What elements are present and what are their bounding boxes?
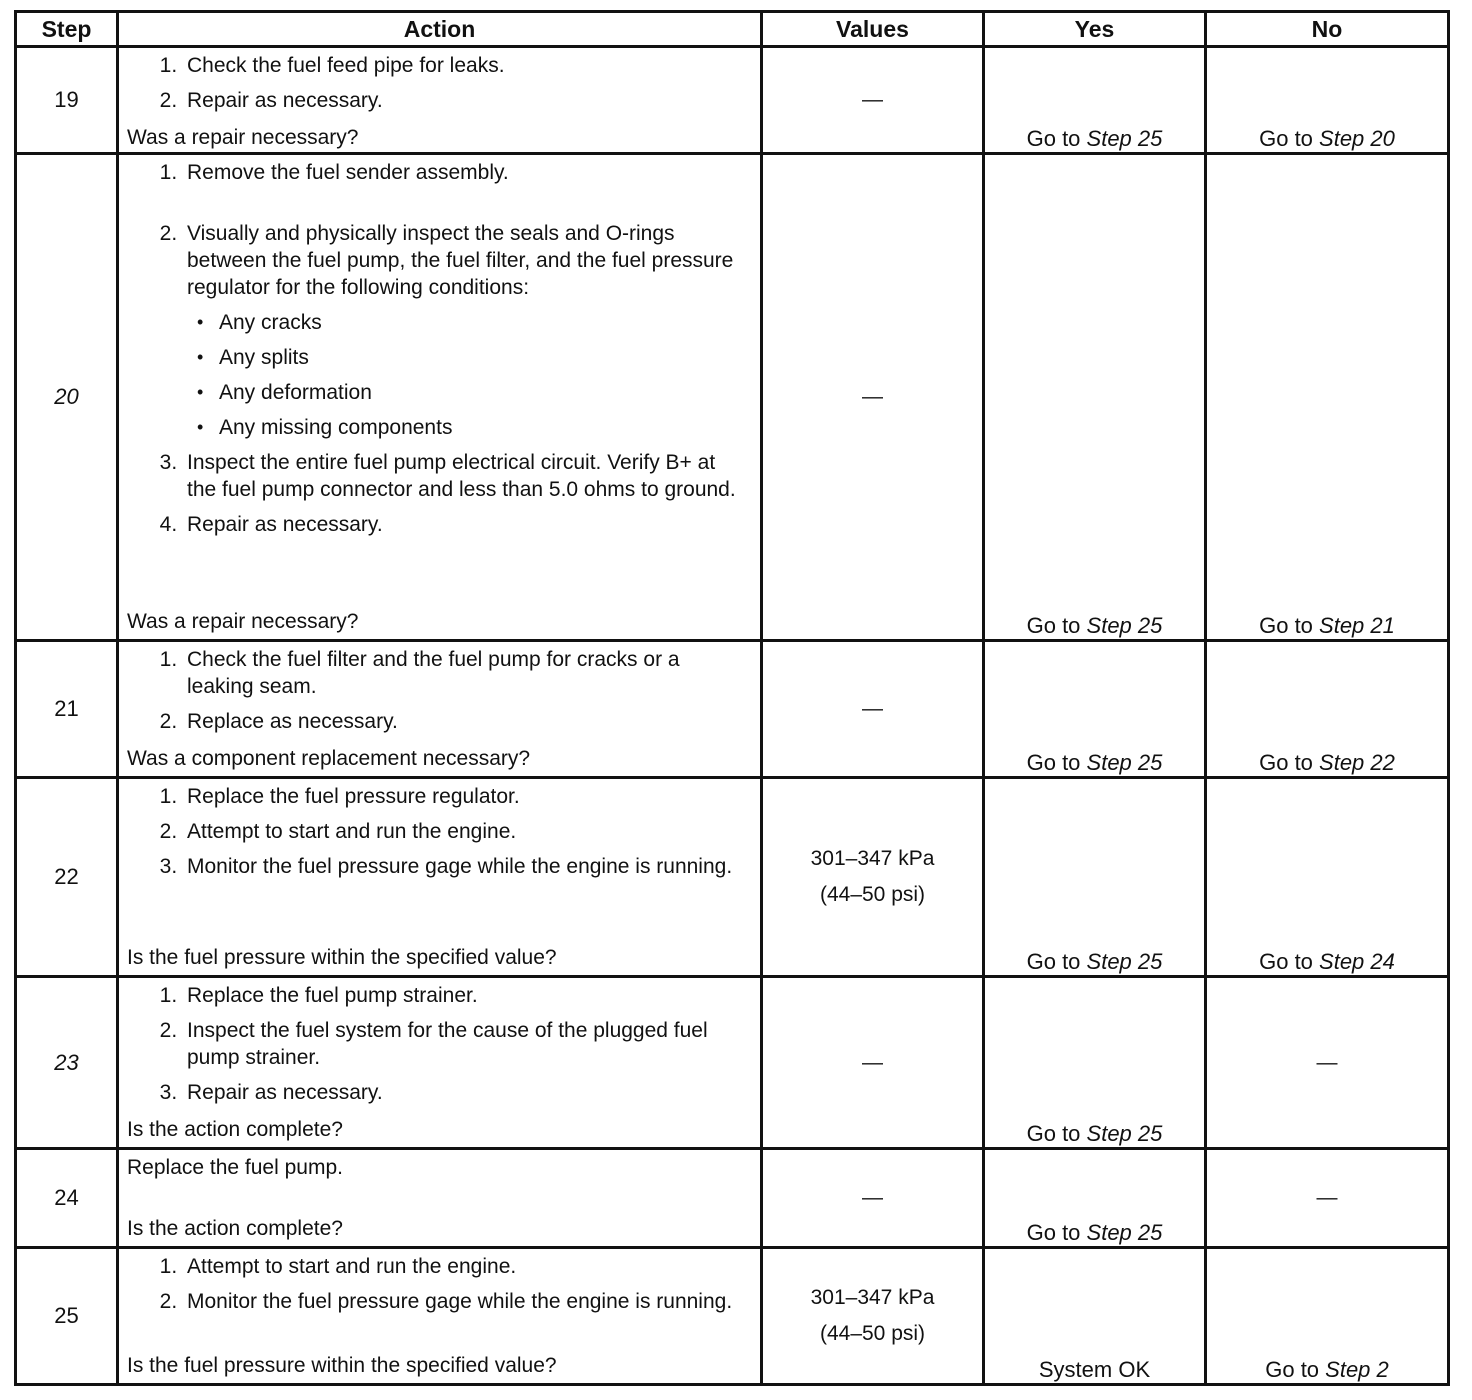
no-cell	[1206, 1248, 1449, 1385]
yes-prefix: Go to	[1026, 1121, 1087, 1146]
no-step-ref: Step 21	[1319, 613, 1395, 638]
no-prefix: Go to	[1259, 949, 1320, 974]
yes-step-ref: Step 25	[1086, 1121, 1163, 1146]
table-row-step-22	[16, 778, 1449, 977]
no-prefix: Go to	[1265, 1357, 1326, 1382]
action-item: 1. Check the fuel filter and the fuel pump for cracks or a leaking seam.	[183, 646, 750, 700]
action-question: Was a repair necessary?	[127, 126, 359, 149]
yes-cell	[984, 154, 1206, 641]
step-number: 22	[16, 778, 118, 977]
action-list	[127, 646, 750, 741]
yes-prefix: Go to	[1026, 949, 1087, 974]
header-step: Step	[16, 12, 118, 47]
action-question: Is the action complete?	[127, 1217, 343, 1240]
yes-cell	[984, 641, 1206, 778]
condition-item: • Any splits	[215, 344, 750, 371]
no-cell	[1206, 47, 1449, 154]
action-question: Was a component replacement necessary?	[127, 747, 531, 770]
condition-item: • Any deformation	[215, 379, 750, 406]
action-item: 2. Monitor the fuel pressure gage while the engine is running.	[183, 1288, 750, 1315]
step-number: 19	[16, 47, 118, 154]
no-cell: —	[1206, 977, 1449, 1149]
action-list	[127, 783, 750, 886]
pressure-psi: (44–50 psi)	[819, 1322, 926, 1345]
action-item: 3. Repair as necessary.	[183, 1079, 750, 1106]
action-item: 2. Replace as necessary.	[183, 708, 750, 735]
header-action: Action	[118, 12, 762, 47]
action-list	[127, 982, 750, 1112]
action-question: Is the action complete?	[127, 1118, 343, 1141]
yes-cell	[984, 977, 1206, 1149]
action-item: 1. Attempt to start and run the engine.	[183, 1253, 750, 1280]
no-cell	[1206, 641, 1449, 778]
action-list	[127, 1253, 750, 1321]
table-row-step-19	[16, 47, 1449, 154]
table-row-step-21	[16, 641, 1449, 778]
condition-item: • Any missing components	[215, 414, 750, 441]
header-values: Values	[762, 12, 984, 47]
table-row-step-24	[16, 1149, 1449, 1248]
step-number: 23	[16, 977, 118, 1149]
yes-step-ref: Step 25	[1086, 126, 1163, 151]
values-cell	[762, 1248, 984, 1385]
no-prefix: Go to	[1259, 613, 1320, 638]
action-list	[127, 52, 750, 120]
yes-step-ref: Step 25	[1086, 1220, 1163, 1245]
header-row	[16, 12, 1449, 47]
action-item: 1. Replace the fuel pump strainer.	[183, 982, 750, 1009]
values-cell: —	[762, 47, 984, 154]
action-item: 2. Repair as necessary.	[183, 87, 750, 114]
values-cell: —	[762, 977, 984, 1149]
header-no: No	[1206, 12, 1449, 47]
action-item	[183, 220, 750, 441]
action-item-text: Visually and physically inspect the seals and O-rings between the fuel pump, the fuel filter, and the fuel pressure regulator for the following conditions:	[187, 222, 734, 299]
diagnostic-table	[14, 10, 1450, 1386]
step-number: 24	[16, 1149, 118, 1248]
yes-cell	[984, 1149, 1206, 1248]
step-number: 25	[16, 1248, 118, 1385]
no-cell	[1206, 154, 1449, 641]
values-cell: —	[762, 154, 984, 641]
action-item: 3. Monitor the fuel pressure gage while the engine is running.	[183, 853, 750, 880]
action-cell	[118, 154, 762, 641]
action-cell	[118, 641, 762, 778]
action-item: 1. Replace the fuel pressure regulator.	[183, 783, 750, 810]
table-row-step-23	[16, 977, 1449, 1149]
no-step-ref: Step 24	[1319, 949, 1395, 974]
values-cell	[762, 778, 984, 977]
yes-step-ref: Step 25	[1086, 949, 1163, 974]
table-row-step-25	[16, 1248, 1449, 1385]
values-cell: —	[762, 641, 984, 778]
condition-item: • Any cracks	[215, 309, 750, 336]
step-number: 20	[16, 154, 118, 641]
pressure-psi: (44–50 psi)	[819, 883, 926, 906]
action-item: 1. Check the fuel feed pipe for leaks.	[183, 52, 750, 79]
action-item: 2. Inspect the fuel system for the cause of the plugged fuel pump strainer.	[183, 1017, 750, 1071]
no-prefix: Go to	[1259, 750, 1320, 775]
action-cell	[118, 47, 762, 154]
values-cell: —	[762, 1149, 984, 1248]
yes-cell	[984, 778, 1206, 977]
yes-prefix: Go to	[1026, 613, 1087, 638]
action-item: 2. Attempt to start and run the engine.	[183, 818, 750, 845]
yes-cell	[984, 47, 1206, 154]
action-cell	[118, 977, 762, 1149]
action-item: 3. Inspect the entire fuel pump electrical circuit. Verify B+ at the fuel pump connector and less than 5.0 ohms to ground.	[183, 449, 750, 503]
step-number: 21	[16, 641, 118, 778]
action-list	[127, 159, 750, 544]
table-row-step-20	[16, 154, 1449, 641]
no-step-ref: Step 20	[1319, 126, 1395, 151]
action-item: 4. Repair as necessary.	[183, 511, 750, 538]
condition-list	[187, 309, 750, 441]
pressure-kpa: 301–347 kPa	[810, 847, 935, 870]
action-text: Replace the fuel pump.	[127, 1156, 343, 1179]
yes-cell: System OK	[984, 1248, 1206, 1385]
no-step-ref: Step 22	[1319, 750, 1395, 775]
no-step-ref: Step 2	[1325, 1357, 1389, 1382]
action-question: Is the fuel pressure within the specified value?	[127, 1354, 557, 1377]
yes-step-ref: Step 25	[1086, 613, 1163, 638]
yes-prefix: Go to	[1026, 126, 1087, 151]
no-cell: —	[1206, 1149, 1449, 1248]
pressure-kpa: 301–347 kPa	[810, 1286, 935, 1309]
header-yes: Yes	[984, 12, 1206, 47]
action-cell	[118, 1149, 762, 1248]
no-prefix: Go to	[1259, 126, 1320, 151]
action-question: Was a repair necessary?	[127, 610, 359, 633]
action-item: 1. Remove the fuel sender assembly.	[183, 159, 750, 186]
no-cell	[1206, 778, 1449, 977]
yes-prefix: Go to	[1026, 750, 1087, 775]
action-question: Is the fuel pressure within the specified value?	[127, 946, 557, 969]
yes-step-ref: Step 25	[1086, 750, 1163, 775]
action-cell	[118, 778, 762, 977]
yes-prefix: Go to	[1026, 1220, 1087, 1245]
action-cell	[118, 1248, 762, 1385]
